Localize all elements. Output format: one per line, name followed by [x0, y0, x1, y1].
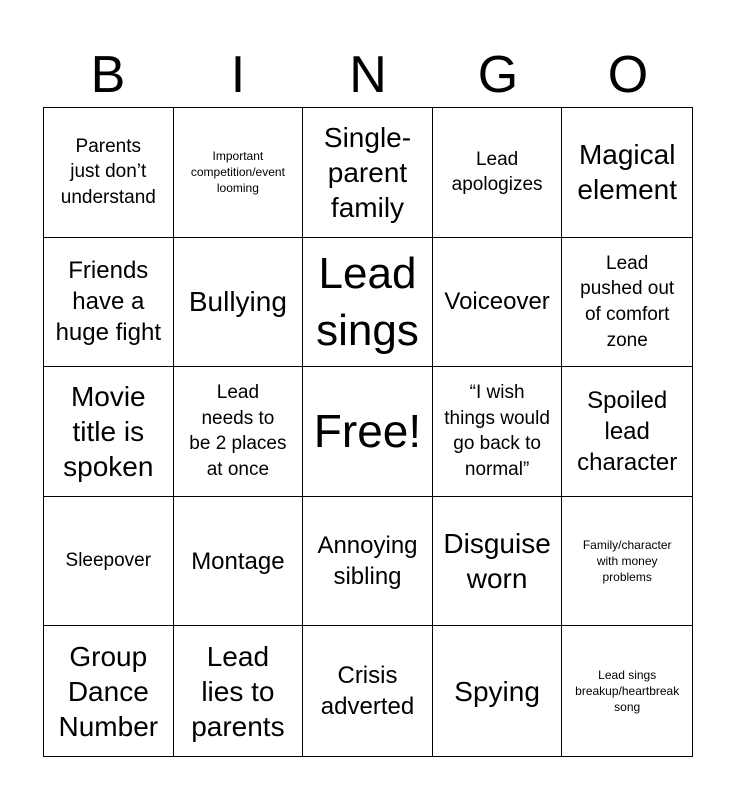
bingo-cell[interactable]: Sleepover — [44, 497, 174, 627]
bingo-cell[interactable]: Spoiled lead character — [562, 367, 692, 497]
bingo-cell[interactable]: Group Dance Number — [44, 626, 174, 756]
bingo-cell[interactable]: Lead needs to be 2 places at once — [174, 367, 304, 497]
bingo-cell[interactable]: Lead lies to parents — [174, 626, 304, 756]
bingo-cell[interactable]: Voiceover — [433, 238, 563, 368]
bingo-cell[interactable]: Disguise worn — [433, 497, 563, 627]
bingo-cell[interactable]: Lead apologizes — [433, 108, 563, 238]
header-letter-b: B — [90, 46, 126, 104]
bingo-cell[interactable]: Friends have a huge fight — [44, 238, 174, 368]
bingo-cell[interactable]: Lead pushed out of comfort zone — [562, 238, 692, 368]
bingo-cell[interactable]: Single- parent family — [303, 108, 433, 238]
header-letter-g: G — [477, 46, 519, 104]
header-letter-o: O — [607, 46, 649, 104]
header-letter-i: I — [230, 46, 246, 104]
bingo-cell[interactable]: Lead sings breakup/heartbreak song — [575, 667, 680, 715]
bingo-cell[interactable]: Lead sings — [303, 238, 433, 368]
bingo-board — [43, 107, 693, 757]
bingo-header — [43, 44, 693, 106]
bingo-cell[interactable]: Annoying sibling — [303, 497, 433, 627]
bingo-cell[interactable]: Important competition/event looming — [174, 108, 304, 238]
bingo-cell[interactable]: “I wish things would go back to normal” — [433, 367, 563, 497]
bingo-cell[interactable]: Bullying — [174, 238, 304, 368]
bingo-cell[interactable]: Movie title is spoken — [44, 367, 174, 497]
bingo-cell[interactable]: Montage — [174, 497, 304, 627]
bingo-cell[interactable]: Magical element — [562, 108, 692, 238]
bingo-cell[interactable]: Parents just don’t understand — [44, 108, 174, 238]
header-letter-n: N — [349, 46, 387, 104]
bingo-cell[interactable]: Family/character with money problems — [562, 497, 692, 627]
free-space-cell[interactable]: Free! — [303, 367, 433, 497]
bingo-cell[interactable]: Spying — [433, 626, 563, 756]
bingo-cell[interactable]: Crisis adverted — [303, 626, 433, 756]
